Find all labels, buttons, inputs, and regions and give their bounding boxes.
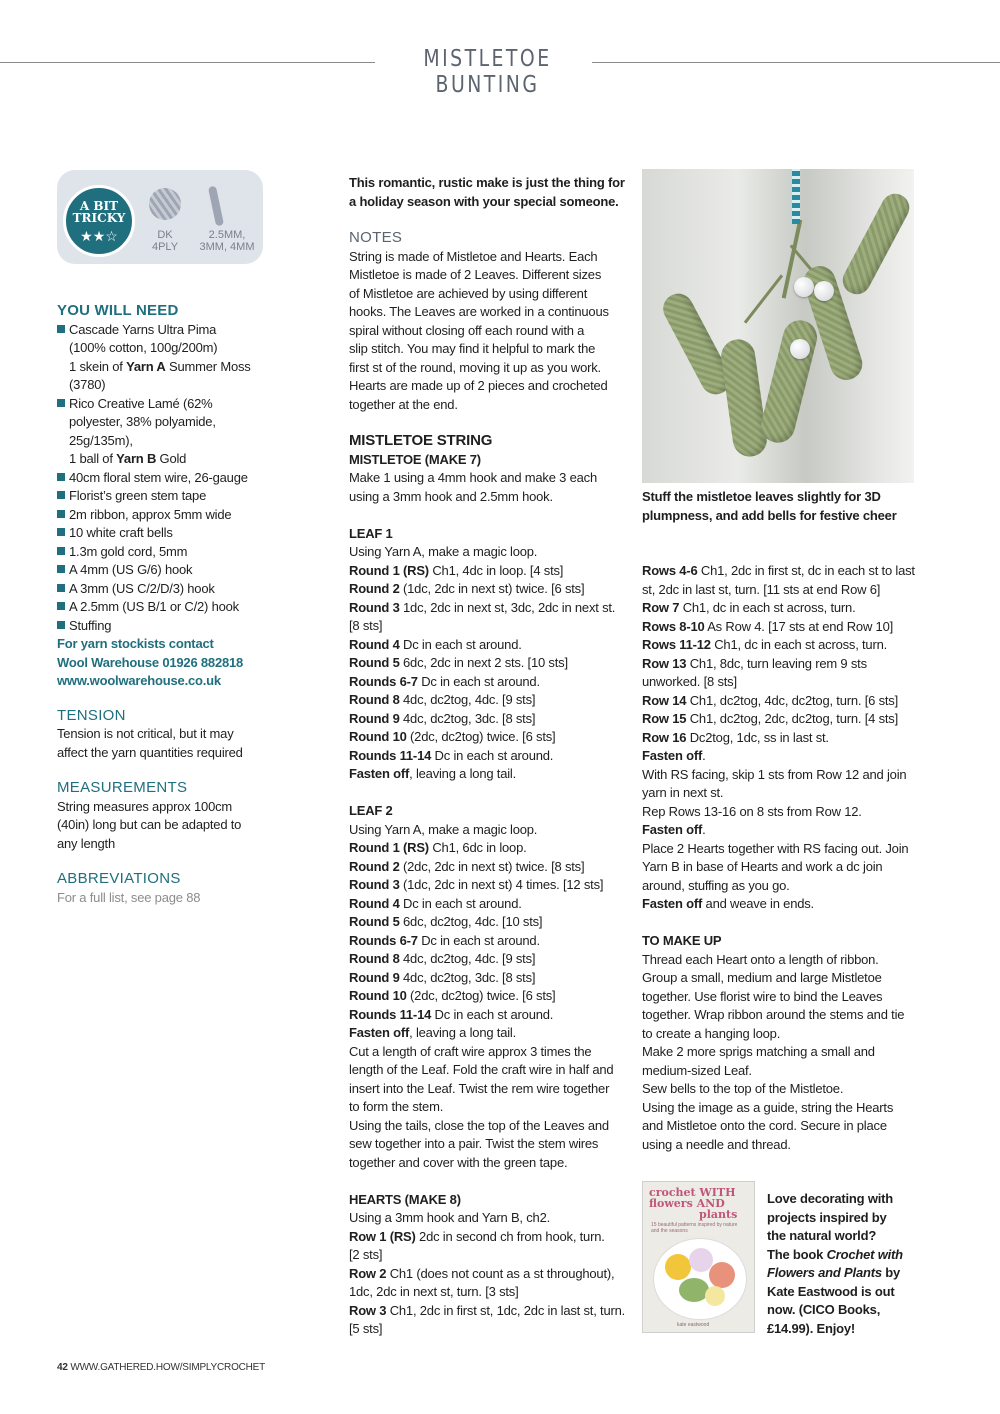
pattern-row bbox=[349, 1228, 631, 1247]
make-up-line: Group a small, medium and large Mistletoe bbox=[642, 970, 882, 985]
measurements-text: any length bbox=[57, 835, 115, 851]
row-label: Fasten off bbox=[349, 1025, 410, 1040]
row-instruction: 1dc, 2dc in next st, 3dc, 2dc in next st. bbox=[399, 599, 616, 615]
pattern-row bbox=[642, 784, 932, 803]
notes-line: of Mistletoe are achieved by using different bbox=[349, 285, 588, 301]
book-cover-author: kate eastwood bbox=[677, 1322, 710, 1328]
assembly-line: insert into the Leaf. Twist the rem wire together bbox=[349, 1080, 610, 1096]
pattern-row bbox=[349, 1283, 631, 1302]
notes-line: together at the end. bbox=[349, 396, 458, 412]
pattern-row bbox=[349, 839, 631, 858]
mistletoe-heading: MISTLETOE (MAKE 7) bbox=[349, 451, 481, 467]
notes-line: Hearts are made up of 2 pieces and crocheted bbox=[349, 378, 608, 393]
row-instruction: (2dc, 2dc in next st) twice. [8 sts] bbox=[399, 858, 585, 874]
row-label: Round 4 bbox=[349, 636, 400, 652]
pattern-row bbox=[349, 636, 631, 655]
make-up-line: Thread each Heart onto a length of ribbon. bbox=[642, 951, 879, 967]
notes-heading: NOTES bbox=[349, 229, 403, 246]
row-instruction: Dc2tog, 1dc, ss in last st. bbox=[686, 729, 829, 745]
pattern-row bbox=[349, 1265, 631, 1284]
leaf1-intro: Using Yarn A, make a magic loop. bbox=[349, 544, 538, 559]
row-label: Round 1 (RS) bbox=[349, 840, 429, 855]
row-instruction: (1dc, 2dc in next st) 4 times. [12 sts] bbox=[399, 877, 604, 892]
make-up-line: together. Use florist wire to bind the Leaves bbox=[642, 988, 883, 1004]
row-instruction: Ch1, dc in each st across, turn. bbox=[679, 600, 856, 615]
pattern-row bbox=[642, 692, 932, 711]
row-instruction: Yarn B in base of Hearts and work a dc join bbox=[642, 859, 883, 874]
footer-url[interactable]: WWW.GATHERED.HOW/SIMPLYCROCHET bbox=[70, 1362, 266, 1373]
row-instruction: Dc in each st around. bbox=[399, 895, 522, 911]
row-instruction: (2dc, dc2tog) twice. [6 sts] bbox=[406, 988, 556, 1003]
row-label: Round 5 bbox=[349, 655, 400, 670]
list-item-cont: 1 ball of Yarn B Gold bbox=[69, 451, 187, 466]
row-instruction: Dc in each st around. bbox=[431, 747, 554, 763]
row-instruction: Dc in each st around. bbox=[399, 636, 522, 652]
abbreviations-text: For a full list, see page 88 bbox=[57, 889, 201, 905]
hearts-heading: HEARTS (MAKE 8) bbox=[349, 1191, 461, 1207]
row-label: Round 1 (RS) bbox=[349, 562, 429, 578]
row-instruction: Dc in each st around. bbox=[417, 673, 540, 689]
pattern-row bbox=[349, 895, 631, 914]
list-item-cont: polyester, 38% polyamide, bbox=[69, 414, 216, 429]
list-item: 10 white craft bells bbox=[57, 524, 272, 543]
pattern-row bbox=[349, 1246, 631, 1265]
list-item: Cascade Yarns Ultra Pima bbox=[57, 321, 272, 340]
notes-line: slip stitch. You may find it helpful to mark the bbox=[349, 341, 596, 356]
book-promo-text: Love decorating with projects inspired by the natural world? The book Crochet with Flowers and Plants by Kate Eastwood is out now. (CICO Books, £14.99). Enjoy! bbox=[767, 1191, 903, 1336]
list-item: A 3mm (US C/2/D/3) hook bbox=[57, 580, 272, 599]
row-label: Round 5 bbox=[349, 914, 400, 929]
mistletoe-photo bbox=[642, 169, 914, 483]
list-item: 40cm floral stem wire, 26-gauge bbox=[57, 469, 272, 488]
row-instruction: 1dc, 2dc in next st, turn. [3 sts] bbox=[349, 1284, 519, 1299]
row-instruction: 6dc, dc2tog, 4dc. [10 sts] bbox=[399, 914, 543, 929]
row-instruction: 4dc, dc2tog, 3dc. [8 sts] bbox=[399, 710, 536, 726]
row-label: Round 4 bbox=[349, 895, 400, 911]
row-instruction: Ch1, dc2tog, 4dc, dc2tog, turn. [6 sts] bbox=[686, 692, 899, 708]
row-label: Rounds 11-14 bbox=[349, 1006, 432, 1022]
row-label: Round 9 bbox=[349, 710, 400, 726]
list-item-cont: 1 skein of Yarn A Summer Moss bbox=[69, 358, 251, 374]
hearts-rows bbox=[349, 1228, 631, 1339]
stockists-link[interactable]: www.woolwarehouse.co.uk bbox=[57, 673, 221, 688]
list-item: Stuffing bbox=[57, 617, 272, 636]
list-item: Florist’s green stem tape bbox=[57, 487, 272, 506]
row-instruction: [8 sts] bbox=[349, 618, 383, 633]
pattern-row bbox=[349, 1024, 631, 1043]
list-item: A 4mm (US G/6) hook bbox=[57, 561, 272, 580]
row-label: Round 8 bbox=[349, 951, 400, 966]
row-instruction: 4dc, dc2tog, 4dc. [9 sts] bbox=[399, 692, 536, 707]
row-label: Fasten off bbox=[642, 748, 703, 763]
measurements-heading: MEASUREMENTS bbox=[57, 779, 188, 796]
ribbon-shape bbox=[792, 169, 800, 224]
book-cover-title: crochet WITH flowers AND plants bbox=[649, 1186, 738, 1221]
pattern-row bbox=[642, 673, 932, 692]
difficulty-badge bbox=[63, 185, 135, 257]
pattern-row bbox=[349, 654, 631, 673]
page-number: 42 bbox=[57, 1362, 68, 1373]
pattern-row bbox=[642, 803, 932, 822]
page-title: MISTLETOE BUNTING bbox=[423, 46, 552, 98]
list-item: Rico Creative Lamé (62% bbox=[57, 395, 272, 414]
leaf2-intro: Using Yarn A, make a magic loop. bbox=[349, 821, 538, 837]
row-label: Round 9 bbox=[349, 969, 400, 985]
pattern-row bbox=[642, 895, 932, 914]
row-label: Row 3 bbox=[349, 1302, 387, 1318]
yarn-ball-icon bbox=[149, 188, 181, 220]
right-column bbox=[642, 562, 932, 1154]
measurements-text: String measures approx 100cm bbox=[57, 798, 233, 814]
row-instruction: Place 2 Hearts together with RS facing out. Join bbox=[642, 840, 909, 856]
leaf-shape bbox=[757, 317, 820, 447]
pattern-row bbox=[642, 747, 932, 766]
mistletoe-text: using a 3mm hook and 2.5mm hook. bbox=[349, 488, 553, 504]
row-instruction: unworked. [8 sts] bbox=[642, 674, 737, 689]
row-instruction: st, 2dc in last st, turn. [11 sts at end Row 6] bbox=[642, 581, 881, 597]
pattern-row bbox=[642, 766, 932, 785]
pattern-row bbox=[349, 691, 631, 710]
yarn-weight-label: DK 4PLY bbox=[151, 229, 179, 253]
measurements-text: (40in) long but can be adapted to bbox=[57, 817, 242, 832]
heart-rows bbox=[642, 562, 932, 914]
pattern-row bbox=[642, 636, 932, 655]
make-up-line: Make 2 more sprigs matching a small and bbox=[642, 1044, 875, 1059]
row-label: Rows 8-10 bbox=[642, 618, 705, 634]
flower-shape bbox=[709, 1262, 735, 1288]
badge-line1: A BIT bbox=[79, 199, 119, 213]
notes-line: String is made of Mistletoe and Hearts. Each bbox=[349, 248, 598, 264]
pattern-row bbox=[642, 877, 932, 896]
make-up-heading: TO MAKE UP bbox=[642, 933, 722, 948]
pattern-row bbox=[349, 765, 631, 784]
row-instruction: Dc in each st around. bbox=[417, 932, 540, 948]
pattern-row bbox=[349, 987, 631, 1006]
row-label: Fasten off bbox=[642, 822, 703, 837]
make-up-line: medium-sized Leaf. bbox=[642, 1062, 752, 1078]
leaf2-heading: LEAF 2 bbox=[349, 803, 393, 818]
pattern-row bbox=[349, 710, 631, 729]
pattern-row bbox=[349, 1302, 631, 1321]
row-instruction: Ch1, 2dc in first st, dc in each st to last bbox=[697, 563, 915, 578]
pattern-row bbox=[642, 562, 932, 581]
pattern-row bbox=[642, 710, 932, 729]
row-label: Rounds 11-14 bbox=[349, 747, 432, 763]
tension-text: Tension is not critical, but it may bbox=[57, 726, 234, 741]
row-instruction: 6dc, 2dc in next 2 sts. [10 sts] bbox=[399, 655, 568, 670]
bell-icon bbox=[814, 281, 834, 301]
assembly-line: together and cover with the green tape. bbox=[349, 1154, 568, 1170]
row-instruction: and weave in ends. bbox=[702, 896, 814, 911]
leaf1-heading: LEAF 1 bbox=[349, 525, 393, 541]
hearts-intro: Using a 3mm hook and Yarn B, ch2. bbox=[349, 1210, 551, 1225]
list-item: 1.3m gold cord, 5mm bbox=[57, 543, 272, 562]
row-instruction: [5 sts] bbox=[349, 1321, 383, 1336]
list-item-cont: (100% cotton, 100g/200m) bbox=[69, 340, 218, 355]
pattern-row bbox=[349, 950, 631, 969]
leaf-shape bbox=[719, 337, 769, 459]
row-label: Round 3 bbox=[349, 599, 400, 615]
make-up-line: Sew bells to the top of the Mistletoe. bbox=[642, 1081, 844, 1096]
row-instruction: Ch1, 6dc in loop. bbox=[428, 840, 527, 855]
row-instruction: [2 sts] bbox=[349, 1247, 383, 1262]
list-item-cont: 25g/135m), bbox=[69, 432, 133, 448]
row-instruction: With RS facing, skip 1 sts from Row 12 and join bbox=[642, 766, 907, 782]
tension-text: affect the yarn quantities required bbox=[57, 744, 243, 760]
row-instruction: Ch1, 2dc in first st, 1dc, 2dc in last st, turn. bbox=[386, 1302, 626, 1318]
make-up-line: using a needle and thread. bbox=[642, 1136, 791, 1152]
book-cover-subtitle: 15 beautiful patterns inspired by nature and the seasons bbox=[651, 1222, 738, 1234]
stockists-text: For yarn stockists contact bbox=[57, 636, 214, 651]
row-instruction: (2dc, dc2tog) twice. [6 sts] bbox=[406, 729, 556, 744]
notes-line: spiral without closing off each round with a bbox=[349, 322, 585, 338]
list-item: 2m ribbon, approx 5mm wide bbox=[57, 506, 272, 525]
make-up-line: to create a hanging loop. bbox=[642, 1025, 781, 1041]
book-cover-image bbox=[642, 1181, 755, 1333]
pattern-row bbox=[349, 599, 631, 618]
row-instruction: , leaving a long tail. bbox=[409, 1025, 517, 1040]
header-rule-left bbox=[0, 62, 375, 63]
list-item: A 2.5mm (US B/1 or C/2) hook bbox=[57, 598, 272, 617]
pattern-row bbox=[349, 617, 631, 636]
pattern-row bbox=[349, 876, 631, 895]
pattern-row bbox=[349, 673, 631, 692]
row-label: Rounds 6-7 bbox=[349, 673, 418, 689]
row-label: Round 2 bbox=[349, 858, 400, 874]
row-label: Row 14 bbox=[642, 692, 687, 708]
row-label: Round 10 bbox=[349, 729, 407, 744]
pattern-row bbox=[349, 728, 631, 747]
row-label: Round 3 bbox=[349, 877, 400, 892]
row-label: Row 7 bbox=[642, 600, 680, 615]
middle-column bbox=[349, 174, 631, 1339]
mistletoe-string-heading: MISTLETOE STRING bbox=[349, 432, 493, 449]
pattern-row bbox=[642, 599, 932, 618]
assembly-line: to form the stem. bbox=[349, 1099, 444, 1114]
star-icon: ★★☆ bbox=[80, 228, 118, 244]
row-instruction: Rep Rows 13-16 on 8 sts from Row 12. bbox=[642, 803, 862, 819]
leaf-shape bbox=[838, 189, 914, 299]
pattern-row bbox=[349, 562, 631, 581]
pattern-row bbox=[349, 969, 631, 988]
stockists-phone: Wool Warehouse 01926 882818 bbox=[57, 654, 244, 670]
header-rule-right bbox=[592, 62, 1000, 63]
intro-text: This romantic, rustic make is just the thing for bbox=[349, 175, 625, 190]
pattern-row bbox=[642, 840, 932, 859]
flower-shape bbox=[705, 1286, 725, 1306]
row-label: Rounds 6-7 bbox=[349, 932, 418, 948]
photo-caption: Stuff the mistletoe leaves slightly for 3D plumpness, and add bells for festive cheer bbox=[642, 489, 897, 523]
pattern-row bbox=[349, 913, 631, 932]
row-label: Row 1 (RS) bbox=[349, 1228, 416, 1244]
leaf2-rows bbox=[349, 839, 631, 1043]
row-instruction: Ch1 (does not count as a st throughout), bbox=[386, 1265, 615, 1281]
row-instruction: (1dc, 2dc in next st) twice. [6 sts] bbox=[399, 581, 585, 596]
row-label: Row 15 bbox=[642, 711, 687, 726]
pattern-row bbox=[349, 580, 631, 599]
pattern-row bbox=[642, 581, 932, 600]
mistletoe-text: Make 1 using a 4mm hook and make 3 each bbox=[349, 470, 598, 485]
make-up-text bbox=[642, 951, 932, 1155]
assembly-line: sew together into a pair. Twist the stem wires bbox=[349, 1136, 599, 1151]
left-column bbox=[57, 302, 272, 907]
bell-icon bbox=[794, 277, 814, 297]
hook-size-label: 2.5MM, 3MM, 4MM bbox=[199, 229, 255, 253]
page-footer bbox=[57, 1362, 265, 1373]
row-label: Fasten off bbox=[349, 766, 410, 781]
abbreviations-heading: ABBREVIATIONS bbox=[57, 870, 181, 887]
pattern-row bbox=[349, 747, 631, 766]
pattern-row bbox=[642, 821, 932, 840]
pattern-row bbox=[349, 1006, 631, 1025]
badge-line2: TRICKY bbox=[72, 211, 126, 225]
pattern-row bbox=[642, 655, 932, 674]
flower-shape bbox=[665, 1254, 691, 1280]
row-label: Round 8 bbox=[349, 692, 400, 707]
row-label: Round 10 bbox=[349, 988, 407, 1003]
pattern-row bbox=[642, 858, 932, 877]
row-label: Round 2 bbox=[349, 581, 400, 596]
row-instruction: Ch1, 8dc, turn leaving rem 9 sts bbox=[686, 655, 867, 671]
row-instruction: Ch1, 4dc in loop. [4 sts] bbox=[428, 562, 564, 578]
pattern-row bbox=[642, 729, 932, 748]
make-up-line: Using the image as a guide, string the Hearts bbox=[642, 1099, 894, 1115]
leaf1-rows bbox=[349, 562, 631, 784]
tension-heading: TENSION bbox=[57, 706, 126, 724]
row-instruction: yarn in next st. bbox=[642, 785, 724, 800]
assembly-line: Using the tails, close the top of the Leaves and bbox=[349, 1117, 609, 1133]
list-item-cont: (3780) bbox=[69, 377, 106, 392]
row-instruction: Ch1, dc2tog, 2dc, dc2tog, turn. [4 sts] bbox=[686, 711, 899, 726]
row-label: Row 2 bbox=[349, 1265, 387, 1281]
bell-icon bbox=[790, 339, 810, 359]
you-will-need-heading: YOU WILL NEED bbox=[57, 302, 179, 319]
intro-text: a holiday season with your special someone. bbox=[349, 193, 619, 209]
make-up-line: together. Wrap ribbon around the stems and tie bbox=[642, 1007, 905, 1022]
assembly-line: length of the Leaf. Fold the craft wire in half and bbox=[349, 1062, 614, 1077]
notes-line: hooks. The Leaves are worked in a continuous bbox=[349, 304, 609, 319]
notes-text bbox=[349, 248, 631, 415]
row-label: Rows 4-6 bbox=[642, 563, 698, 578]
pattern-row bbox=[349, 932, 631, 951]
row-label: Row 13 bbox=[642, 655, 687, 671]
row-instruction: 2dc in second ch from hook, turn. bbox=[415, 1228, 605, 1244]
row-instruction: 4dc, dc2tog, 4dc. [9 sts] bbox=[399, 951, 536, 966]
row-instruction: As Row 4. [17 sts at end Row 10] bbox=[704, 618, 894, 634]
row-instruction: Ch1, dc in each st across, turn. bbox=[710, 637, 888, 652]
row-instruction: 4dc, dc2tog, 3dc. [8 sts] bbox=[399, 969, 536, 985]
pattern-row bbox=[642, 618, 932, 637]
leaf2-assembly bbox=[349, 1043, 631, 1173]
row-instruction: . bbox=[702, 748, 706, 763]
notes-line: Mistletoe is made of 2 Leaves. Different sizes bbox=[349, 267, 602, 282]
notes-line: first st of the round, moving it up as you work. bbox=[349, 359, 601, 375]
pattern-row bbox=[349, 1320, 631, 1339]
row-label: Fasten off bbox=[642, 896, 703, 911]
row-label: Row 16 bbox=[642, 729, 687, 745]
row-instruction: around, stuffing as you go. bbox=[642, 877, 790, 893]
row-instruction: Dc in each st around. bbox=[431, 1006, 554, 1022]
assembly-line: Cut a length of craft wire approx 3 times the bbox=[349, 1043, 592, 1059]
pattern-row bbox=[349, 858, 631, 877]
make-up-line: and Mistletoe onto the cord. Secure in place bbox=[642, 1118, 887, 1133]
row-label: Rows 11-12 bbox=[642, 637, 711, 652]
row-instruction: , leaving a long tail. bbox=[409, 766, 517, 781]
row-instruction: . bbox=[702, 822, 706, 837]
